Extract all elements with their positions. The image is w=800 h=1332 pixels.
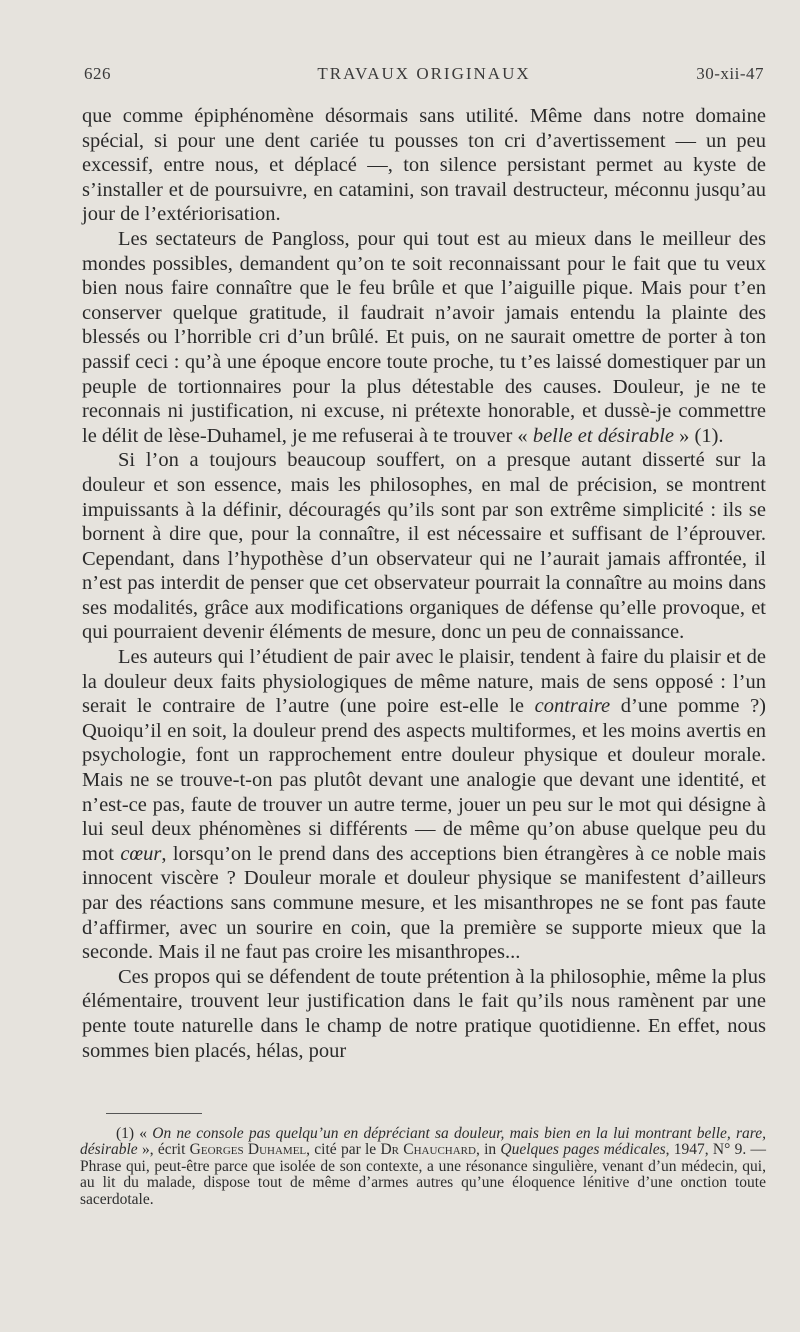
page-number: 626 bbox=[84, 64, 111, 83]
footnote-cited-by: , cité par le bbox=[306, 1141, 381, 1159]
paragraph-4-emphasis-contraire: contraire bbox=[534, 695, 611, 718]
running-title: TRAVAUX ORIGINAUX bbox=[317, 64, 531, 83]
paragraph-4-text-a: Les auteurs qui l’étudient de pair avec le plaisir, tendent à faire du plaisir et de la douleur deux faits physiologiques de même nature, mais de sens opposé : l’un serait le contraire de l’autre (une poire est-elle le bbox=[82, 646, 766, 718]
paragraph-4-emphasis-coeur: cœur bbox=[120, 842, 162, 865]
footnote-text bbox=[80, 1126, 766, 1208]
footnote-after-quote: », écrit bbox=[137, 1141, 190, 1159]
footnote-marker: (1) « bbox=[116, 1125, 153, 1142]
footnote-doctor: Dr Chauchard bbox=[380, 1141, 476, 1159]
footnote-in: , in bbox=[475, 1141, 501, 1159]
footnote-rest: , 1947, N° 9. — Phrase qui, peut-être parce que isolée de son contexte, a une résonance singulière, venant d’un médecin, qui, au lit du malade, dispose tout de même d’armes autres qu’une éloquence lénitive d’une onction toute sacerdotale. bbox=[80, 1141, 766, 1208]
paragraph-1: que comme épiphénomène désormais sans utilité. Même dans notre domaine spécial, si pour une dent cariée tu pousses ton cri d’avertissement — un peu excessif, entre nous, et déplacé —, ton silence persistant permet au kyste de s’installer et de poursuivre, en catamini, son travail destructeur, méconnu jusqu’au jour de l’extériorisation. bbox=[82, 105, 766, 226]
paragraph-4-text-b: d’une pomme ?) Quoiqu’il en soit, la douleur prend des aspects multiformes, et les moins avertis en psychologie, font un rapprochement entre douleur physique et douleur morale. Mais ne se trouve-t-on pas plutôt devant une analogie que devant une identité, et n’est-ce pas, faute de trouver un autre terme, jouer un peu sur le mot qui désigne à lui seul deux phénomènes si différents — de même qu’on abuse quelque peu du mot bbox=[82, 695, 767, 865]
issue-date: 30-xii-47 bbox=[696, 64, 764, 83]
paragraph-2-text: Les sectateurs de Pangloss, pour qui tout est au mieux dans le meilleur des mondes possibles, demandent qu’on te soit reconnaissant pour le fait que tu veux bien nous faire connaître que le feu brûle et que l’aiguille pique. Mais pour t’en conserver quelque gratitude, il faudrait n’avoir jamais entendu la plainte des blessés ou l’horrible cri d’un brûlé. Et puis, on ne saurait omettre de porter à ton passif ceci : qu’à une époque encore toute proche, tu t’es laissé domestiquer par un peuple de tortionnaires pour la plus détestable des causes. Douleur, je ne te reconnais ni justification, ni excuse, ni prétexte honorable, et dussè-je commettre le délit de lèse-Duhamel, je me refuserai à te trouver « bbox=[82, 227, 766, 447]
paragraph-2-end: » (1). bbox=[674, 424, 724, 447]
article-body bbox=[82, 104, 766, 1063]
paragraph-2-quote: belle et désirable bbox=[532, 424, 674, 447]
footnote-author: Georges Duhamel bbox=[189, 1141, 307, 1159]
paragraph-3: Si l’on a toujours beaucoup souffert, on a presque autant disserté sur la douleur et son essence, mais les philosophes, en mal de précision, se montrent impuissants à la définir, découragés qu’ils sont par son extrême simplicité : ils se bornent à dire que, pour la connaître, il est nécessaire et suffisant de l’éprouver. Cependant, dans l’hypothèse d’un observateur qui ne l’aurait jamais affrontée, il n’est pas interdit de penser que cet observateur pourrait la connaître au moins dans ses modalités, grâce aux modifications organiques de défense qu’elle provoque, et qui pourraient devenir éléments de mesure, donc un peu de connaissance. bbox=[82, 449, 766, 644]
paragraph-4-text-c: , lorsqu’on le prend dans des acceptions bien étrangères à ce noble mais innocent viscère ? Douleur morale et douleur physique se manifestent d’ailleurs par des réactions sans commune mesure, et les misanthropes ne se font pas faute d’affirmer, avec un sourire en coin, que la première se supporte mieux que la seconde. Mais il ne faut pas croire les misanthropes... bbox=[82, 842, 766, 964]
paragraph-5: Ces propos qui se défendent de toute prétention à la philosophie, même la plus élémentaire, trouvent leur justification dans le fait qu’ils nous ramènent par une pente toute naturelle dans le champ de notre pratique quotidienne. En effet, nous sommes bien placés, hélas, pour bbox=[82, 965, 766, 1062]
running-header bbox=[84, 64, 764, 90]
footnote-journal: Quelques pages médicales bbox=[500, 1141, 666, 1159]
paragraph-2 bbox=[82, 227, 766, 448]
footnote-divider bbox=[106, 1113, 202, 1114]
footnote bbox=[80, 1126, 766, 1208]
footnote-quote: On ne console pas quelqu’un en dépréciant sa douleur, mais bien en la lui montrant belle, rare, désirable bbox=[80, 1125, 766, 1159]
paragraph-4 bbox=[82, 645, 766, 965]
